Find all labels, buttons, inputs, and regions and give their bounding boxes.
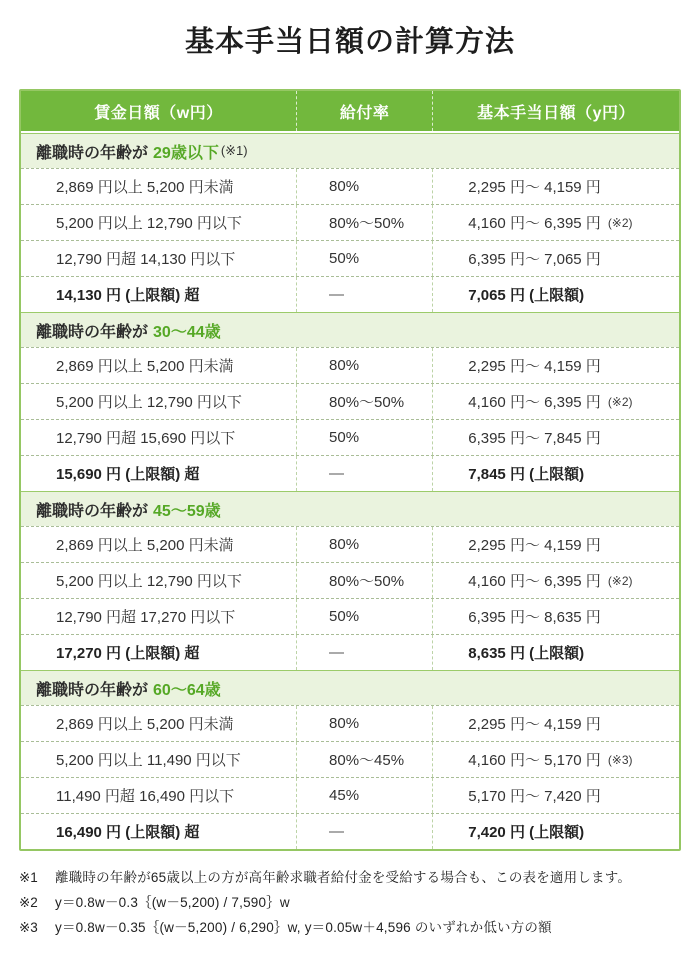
- amount-text: 4,160 円～ 6,395 円: [468, 394, 601, 411]
- cell-rate: 80%～50%: [296, 205, 432, 240]
- cell-amount: [432, 348, 679, 383]
- cell-amount: [432, 241, 679, 276]
- table-row-limit: [21, 276, 679, 312]
- amount-text: 6,395 円～ 7,845 円: [468, 430, 601, 447]
- cell-rate: 50%: [296, 241, 432, 276]
- section-header: [21, 133, 679, 168]
- cell-rate: 80%: [296, 348, 432, 383]
- amount-text: 7,065 円 (上限額): [468, 287, 585, 304]
- table-row: [21, 347, 679, 383]
- cell-wage: 12,790 円超 14,130 円以下: [56, 251, 236, 268]
- cell-wage: 14,130 円 (上限額) 超: [56, 287, 200, 304]
- amount-text: 2,295 円～ 4,159 円: [468, 358, 601, 375]
- cell-wage: 5,200 円以上 12,790 円以下: [56, 394, 242, 411]
- cell-rate: 80%: [296, 527, 432, 562]
- age-section-60-64: [21, 670, 679, 849]
- benefit-table: [19, 89, 681, 851]
- table-row-limit: [21, 634, 679, 670]
- age-section-29-under: [21, 133, 679, 312]
- section-header: [21, 312, 679, 347]
- section-age: 30～44歳: [153, 323, 221, 341]
- section-prefix: 離職時の年齢が: [36, 144, 149, 162]
- row-note: (※2): [607, 394, 633, 409]
- cell-wage: 2,869 円以上 5,200 円未満: [56, 358, 234, 375]
- cell-rate: 80%: [296, 169, 432, 204]
- cell-wage: 5,200 円以上 12,790 円以下: [56, 215, 242, 232]
- amount-text: 8,635 円 (上限額): [468, 645, 585, 662]
- section-age: 29歳以下: [153, 144, 219, 162]
- cell-amount: [432, 384, 679, 419]
- section-note: (※1): [220, 143, 248, 158]
- amount-text: 6,395 円～ 8,635 円: [468, 609, 601, 626]
- page-title: 基本手当日額の計算方法: [184, 26, 515, 58]
- cell-rate: 80%: [296, 706, 432, 741]
- cell-rate: ―: [296, 635, 432, 670]
- cell-rate: ―: [296, 277, 432, 312]
- cell-wage: 2,869 円以上 5,200 円未満: [56, 179, 234, 196]
- header-cell-rate: 給付率: [296, 91, 432, 131]
- amount-text: 7,845 円 (上限額): [468, 466, 585, 483]
- row-note: (※3): [607, 752, 633, 767]
- table-row: [21, 383, 679, 419]
- age-section-45-59: [21, 491, 679, 670]
- amount-text: 2,295 円～ 4,159 円: [468, 179, 601, 196]
- table-row: [21, 526, 679, 562]
- cell-rate: 80%～50%: [296, 563, 432, 598]
- footnote-3: [19, 915, 681, 940]
- cell-wage: 2,869 円以上 5,200 円未満: [56, 716, 234, 733]
- cell-wage: 5,200 円以上 11,490 円以下: [56, 752, 241, 769]
- cell-rate: 80%～45%: [296, 742, 432, 777]
- footnote-label: ※1: [19, 870, 38, 885]
- amount-text: 4,160 円～ 6,395 円: [468, 215, 601, 232]
- cell-rate: 45%: [296, 778, 432, 813]
- cell-amount: [432, 456, 679, 491]
- section-prefix: 離職時の年齢が: [36, 681, 149, 699]
- cell-wage: 12,790 円超 15,690 円以下: [56, 430, 236, 447]
- cell-rate: 50%: [296, 420, 432, 455]
- row-note: (※2): [607, 215, 633, 230]
- cell-amount: [432, 635, 679, 670]
- amount-text: 6,395 円～ 7,065 円: [468, 251, 601, 268]
- footnote-text: y＝0.8w－0.35｛(w－5,200) / 6,290｝w, y＝0.05w＋4,596 のいずれか低い方の額: [55, 920, 552, 935]
- cell-wage: 2,869 円以上 5,200 円未満: [56, 537, 234, 554]
- section-header: [21, 670, 679, 705]
- cell-amount: [432, 706, 679, 741]
- cell-rate: ―: [296, 456, 432, 491]
- amount-text: 4,160 円～ 6,395 円: [468, 573, 601, 590]
- age-section-30-44: [21, 312, 679, 491]
- row-note: (※2): [607, 573, 633, 588]
- section-header: [21, 491, 679, 526]
- cell-wage: 12,790 円超 17,270 円以下: [56, 609, 236, 626]
- footnote-text: 離職時の年齢が65歳以上の方が高年齢求職者給付金を受給する場合も、この表を適用します。: [55, 870, 632, 885]
- section-age: 45～59歳: [153, 502, 221, 520]
- table-row: [21, 741, 679, 777]
- amount-text: 2,295 円～ 4,159 円: [468, 716, 601, 733]
- section-prefix: 離職時の年齢が: [36, 323, 149, 341]
- footnote-label: ※3: [19, 920, 38, 935]
- cell-wage: 15,690 円 (上限額) 超: [56, 466, 200, 483]
- table-row: [21, 240, 679, 276]
- cell-amount: [432, 277, 679, 312]
- section-age: 60～64歳: [153, 681, 221, 699]
- header-cell-wage: 賃金日額（w円）: [94, 104, 223, 122]
- cell-amount: [432, 420, 679, 455]
- cell-rate: 50%: [296, 599, 432, 634]
- table-row-limit: [21, 813, 679, 849]
- cell-wage: 5,200 円以上 12,790 円以下: [56, 573, 242, 590]
- footnote-text: y＝0.8w－0.3｛(w－5,200) / 7,590｝w: [55, 895, 290, 910]
- header-cell-amount: 基本手当日額（y円）: [432, 91, 679, 131]
- table-row: [21, 168, 679, 204]
- cell-rate: 80%～50%: [296, 384, 432, 419]
- table-row-limit: [21, 455, 679, 491]
- amount-text: 4,160 円～ 5,170 円: [468, 752, 601, 769]
- table-row: [21, 598, 679, 634]
- amount-text: 5,170 円～ 7,420 円: [468, 788, 601, 805]
- amount-text: 2,295 円～ 4,159 円: [468, 537, 601, 554]
- cell-amount: [432, 778, 679, 813]
- footnotes: [19, 865, 681, 940]
- cell-amount: [432, 563, 679, 598]
- table-row: [21, 777, 679, 813]
- footnote-2: [19, 890, 681, 915]
- cell-amount: [432, 742, 679, 777]
- table-row: [21, 204, 679, 240]
- section-prefix: 離職時の年齢が: [36, 502, 149, 520]
- cell-amount: [432, 527, 679, 562]
- cell-amount: [432, 814, 679, 849]
- amount-text: 7,420 円 (上限額): [468, 824, 585, 841]
- cell-amount: [432, 599, 679, 634]
- cell-amount: [432, 169, 679, 204]
- footnote-1: [19, 865, 681, 890]
- table-row: [21, 705, 679, 741]
- cell-wage: 11,490 円超 16,490 円以下: [56, 788, 235, 805]
- cell-wage: 16,490 円 (上限額) 超: [56, 824, 200, 841]
- cell-rate: ―: [296, 814, 432, 849]
- table-row: [21, 562, 679, 598]
- cell-wage: 17,270 円 (上限額) 超: [56, 645, 200, 662]
- table-header-row: [21, 91, 679, 133]
- footnote-label: ※2: [19, 895, 38, 910]
- cell-amount: [432, 205, 679, 240]
- table-row: [21, 419, 679, 455]
